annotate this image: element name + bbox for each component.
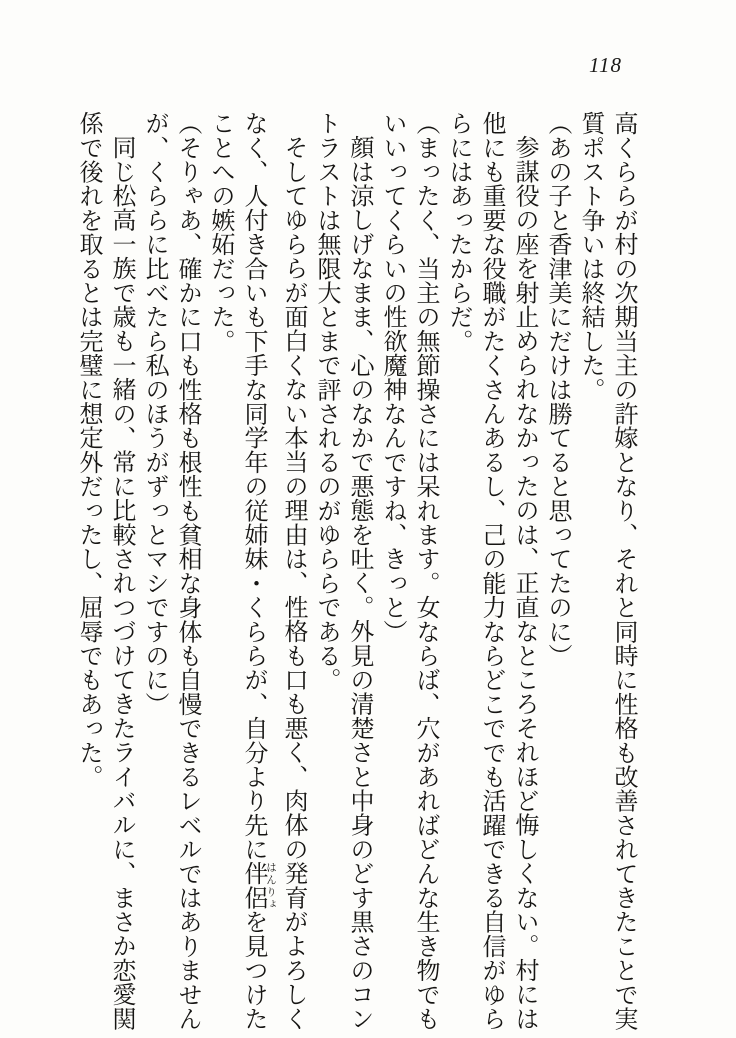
text-column: なく、人付き合いも下手な同学年の従姉妹・くららが、自分より先に伴侶 はんりょを見つけた bbox=[240, 111, 276, 1031]
text-column: 係で後れを取るとは完璧に想定外だったし、屈辱でもあった。 bbox=[75, 111, 101, 789]
text-column: （そりゃあ、確かに口も性格も根性も貧相な身体も自慢できるレベルではありません bbox=[174, 111, 200, 1031]
text-column: （まったく、当主の無節操さには呆れます。女ならば、穴があればどんな生き物でも bbox=[412, 111, 438, 1031]
text-column: （あの子と香津美にだけは勝てると思ってたのに） bbox=[544, 111, 570, 668]
text-column: ことへの嫉妬だった。 bbox=[207, 111, 233, 353]
text-column: 参謀役の座を射止められなかったのは、正直なところそれほど悔しくない。村には bbox=[511, 135, 537, 1031]
ruby-annotated-word: 伴侶 はんりょ bbox=[240, 861, 276, 910]
text-column: いいってくらいの性欲魔神なんですね、きっと） bbox=[379, 111, 405, 644]
text-column: 高くららが村の次期当主の許嫁となり、それと同時に性格も改善されてきたことで実 bbox=[610, 111, 636, 1031]
text-column: らにはあったからだ。 bbox=[445, 111, 471, 353]
text-column: が、くららに比べたら私のほうがずっとマシですのに） bbox=[141, 111, 167, 716]
text-column: 顔は涼しげなまま、心のなかで悪態を吐く。外見の清楚さと中身のどす黒さのコン bbox=[346, 135, 372, 1031]
page-number: 118 bbox=[589, 53, 622, 77]
text-columns bbox=[71, 111, 639, 1037]
text-column: トラストは無限大とまで評されるのがゆららである。 bbox=[313, 111, 339, 692]
text-column: 同じ松高一族で歳も一緒の、常に比較されつづけてきたライバルに、まさか恋愛関 bbox=[108, 135, 134, 1031]
text-column: 質ポスト争いは終結した。 bbox=[577, 111, 603, 402]
text-column: そしてゆららが面白くない本当の理由は、性格も口も悪く、肉体の発育がよろしく bbox=[280, 135, 306, 1031]
text-column: 他にも重要な役職がたくさんあるし、己の能力ならどこででも活躍できる自信がゆら bbox=[478, 111, 504, 1031]
